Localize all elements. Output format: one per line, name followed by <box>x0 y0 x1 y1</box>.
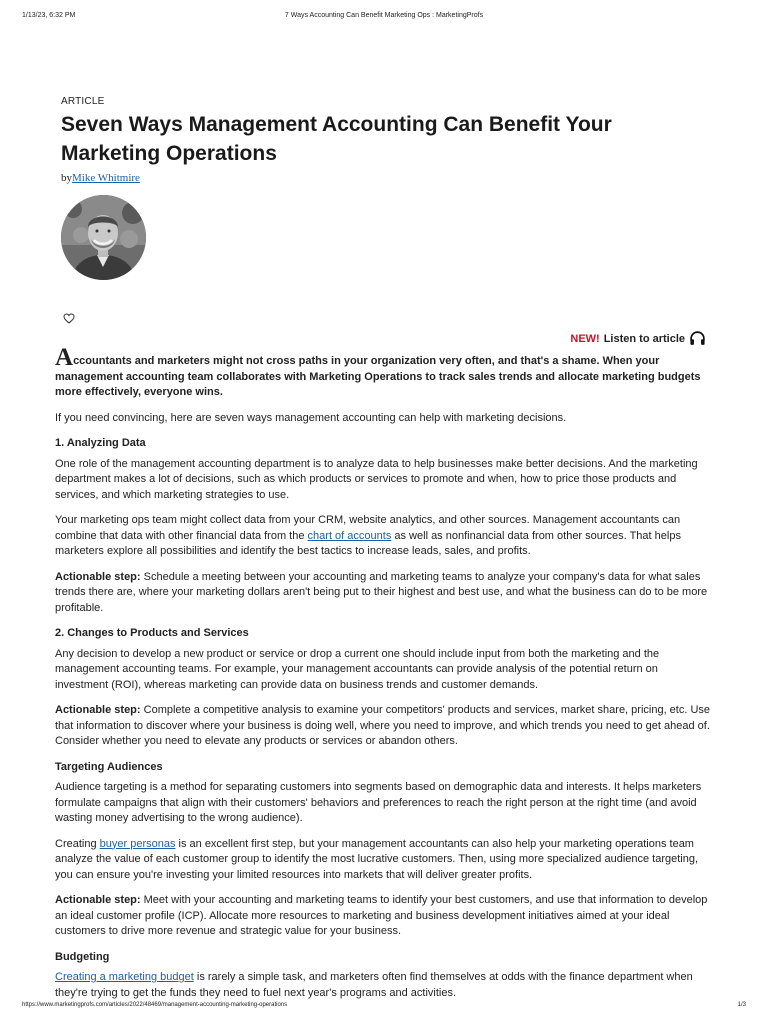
section-heading-analyzing-data: 1. Analyzing Data <box>55 437 146 449</box>
print-header <box>22 12 746 22</box>
section-heading-budgeting: Budgeting <box>55 950 110 963</box>
article-title: Seven Ways Management Accounting Can Benefit Your Marketing Operations <box>61 113 612 165</box>
print-date: 1/13/23, 6:32 PM <box>22 12 76 19</box>
section1-p2-before: Your marketing ops team might collect data from your CRM, website analytics, and other sources. Management accountants can combine that data with other financial data from the <box>55 514 681 542</box>
actionable-step-label: Actionable step: <box>55 894 141 906</box>
section2-actionable-step <box>55 703 713 750</box>
intro-paragraph: If you need convincing, here are seven ways management accounting can help with marketing decisions. <box>55 411 567 424</box>
headphones-icon <box>689 330 706 347</box>
section1-actionable-step <box>55 570 713 617</box>
article-type-label: ARTICLE <box>61 96 105 107</box>
article-body <box>55 344 713 1011</box>
section1-paragraph-2 <box>55 513 713 560</box>
print-url: https://www.marketingprofs.com/articles/2022/48469/management-accounting-marketing-operations <box>22 1002 288 1008</box>
print-doc-title: 7 Ways Accounting Can Benefit Marketing Ops : MarketingProfs <box>284 12 484 19</box>
print-page-number: 1/3 <box>737 1002 746 1008</box>
actionable-step-text: Complete a competitive analysis to examine your competitors' products and services, market share, pricing, etc. Use that information to discover where your business is doing well, where you need to improve, and which trends you need to get ahead of. Consider whether you need to elevate any products or services or abandon others. <box>55 704 711 747</box>
listen-label: Listen to article <box>603 332 685 345</box>
section3-paragraph-2 <box>55 837 713 884</box>
section3-p2-before: Creating <box>55 837 100 850</box>
byline <box>61 172 140 184</box>
new-badge: NEW! <box>570 332 600 345</box>
author-link[interactable]: Mike Whitmire <box>72 172 140 184</box>
chart-of-accounts-link[interactable]: chart of accounts <box>307 529 392 542</box>
section1-paragraph-1: One role of the management accounting department is to analyze data to help businesses make better decisions. And the marketing department makes a lot of decisions, such as which products or services to promote and when, how to price those products and services, and which marketing strategies to use. <box>55 457 698 501</box>
byline-prefix: by <box>61 172 72 184</box>
lead-text: ccountants and marketers might not cross paths in your organization very often, and that's a shame. When your management accounting team collaborates with Marketing Operations to track sales trends and allocate marketing budgets more effectively, everyone wins. <box>55 355 701 398</box>
lead-paragraph <box>55 344 713 401</box>
section1-p2-after: as well as nonfinancial data from other sources. That helps marketers explore all possibilities and identify the best tactics to increase leads, sales, and profits. <box>55 529 681 557</box>
actionable-step-label: Actionable step: <box>55 570 141 583</box>
section-heading-products-services: 2. Changes to Products and Services <box>55 627 249 639</box>
section4-p1-after: is rarely a simple task, and marketers often find themselves at odds with the finance department when they're trying to get the funds they need to fuel next year's programs and activities. <box>55 971 693 999</box>
section3-actionable-step <box>55 893 713 940</box>
section3-p2-after: is an excellent first step, but your management accountants can also help your marketing operations team analyze the value of each customer group to identify the most lucrative customers. Then, using more specialized audience targeting, you can ensure you're investing your limited resources into markets that will deliver greater profits. <box>55 837 699 881</box>
actionable-step-text: Meet with your accounting and marketing teams to identify your best customers, and use that information to develop an ideal customer profile (ICP). Allocate more resources to marketing and business development initiatives aimed at your ideal customers to drive more revenue and strategic value for your business. <box>55 894 708 937</box>
drop-cap: A <box>55 344 74 371</box>
section3-paragraph-1: Audience targeting is a method for separating customers into segments based on demographic data and interests. It helps marketers formulate campaigns that align with their customers' behaviors and preferences to reach the right person at the right time (and avoid wasting money advertising to the wrong audience). <box>55 781 702 824</box>
actionable-step-label: Actionable step: <box>55 704 141 716</box>
marketing-budget-link[interactable]: Creating a marketing budget <box>55 971 194 983</box>
author-avatar <box>61 195 146 280</box>
listen-to-article[interactable] <box>570 330 706 347</box>
heart-icon[interactable] <box>63 313 75 324</box>
buyer-personas-link[interactable]: buyer personas <box>99 837 176 850</box>
print-footer <box>22 1002 746 1012</box>
actionable-step-text: Schedule a meeting between your accounting and marketing teams to analyze your company's data for what sales trends there are, where your marketing dollars aren't being put to their highest and best use, and what the business can do to be more profitable. <box>55 570 708 614</box>
author-photo <box>61 195 146 280</box>
section2-paragraph-1: Any decision to develop a new product or service or drop a current one should include input from both the marketing and the management accounting teams. For example, your management accountants can provide analysis of the potential return on investment (ROI), whereas marketing can provide data on business trends and customer demands. <box>55 647 660 691</box>
section4-paragraph-1 <box>55 970 713 1001</box>
section-heading-targeting-audiences: Targeting Audiences <box>55 760 163 773</box>
